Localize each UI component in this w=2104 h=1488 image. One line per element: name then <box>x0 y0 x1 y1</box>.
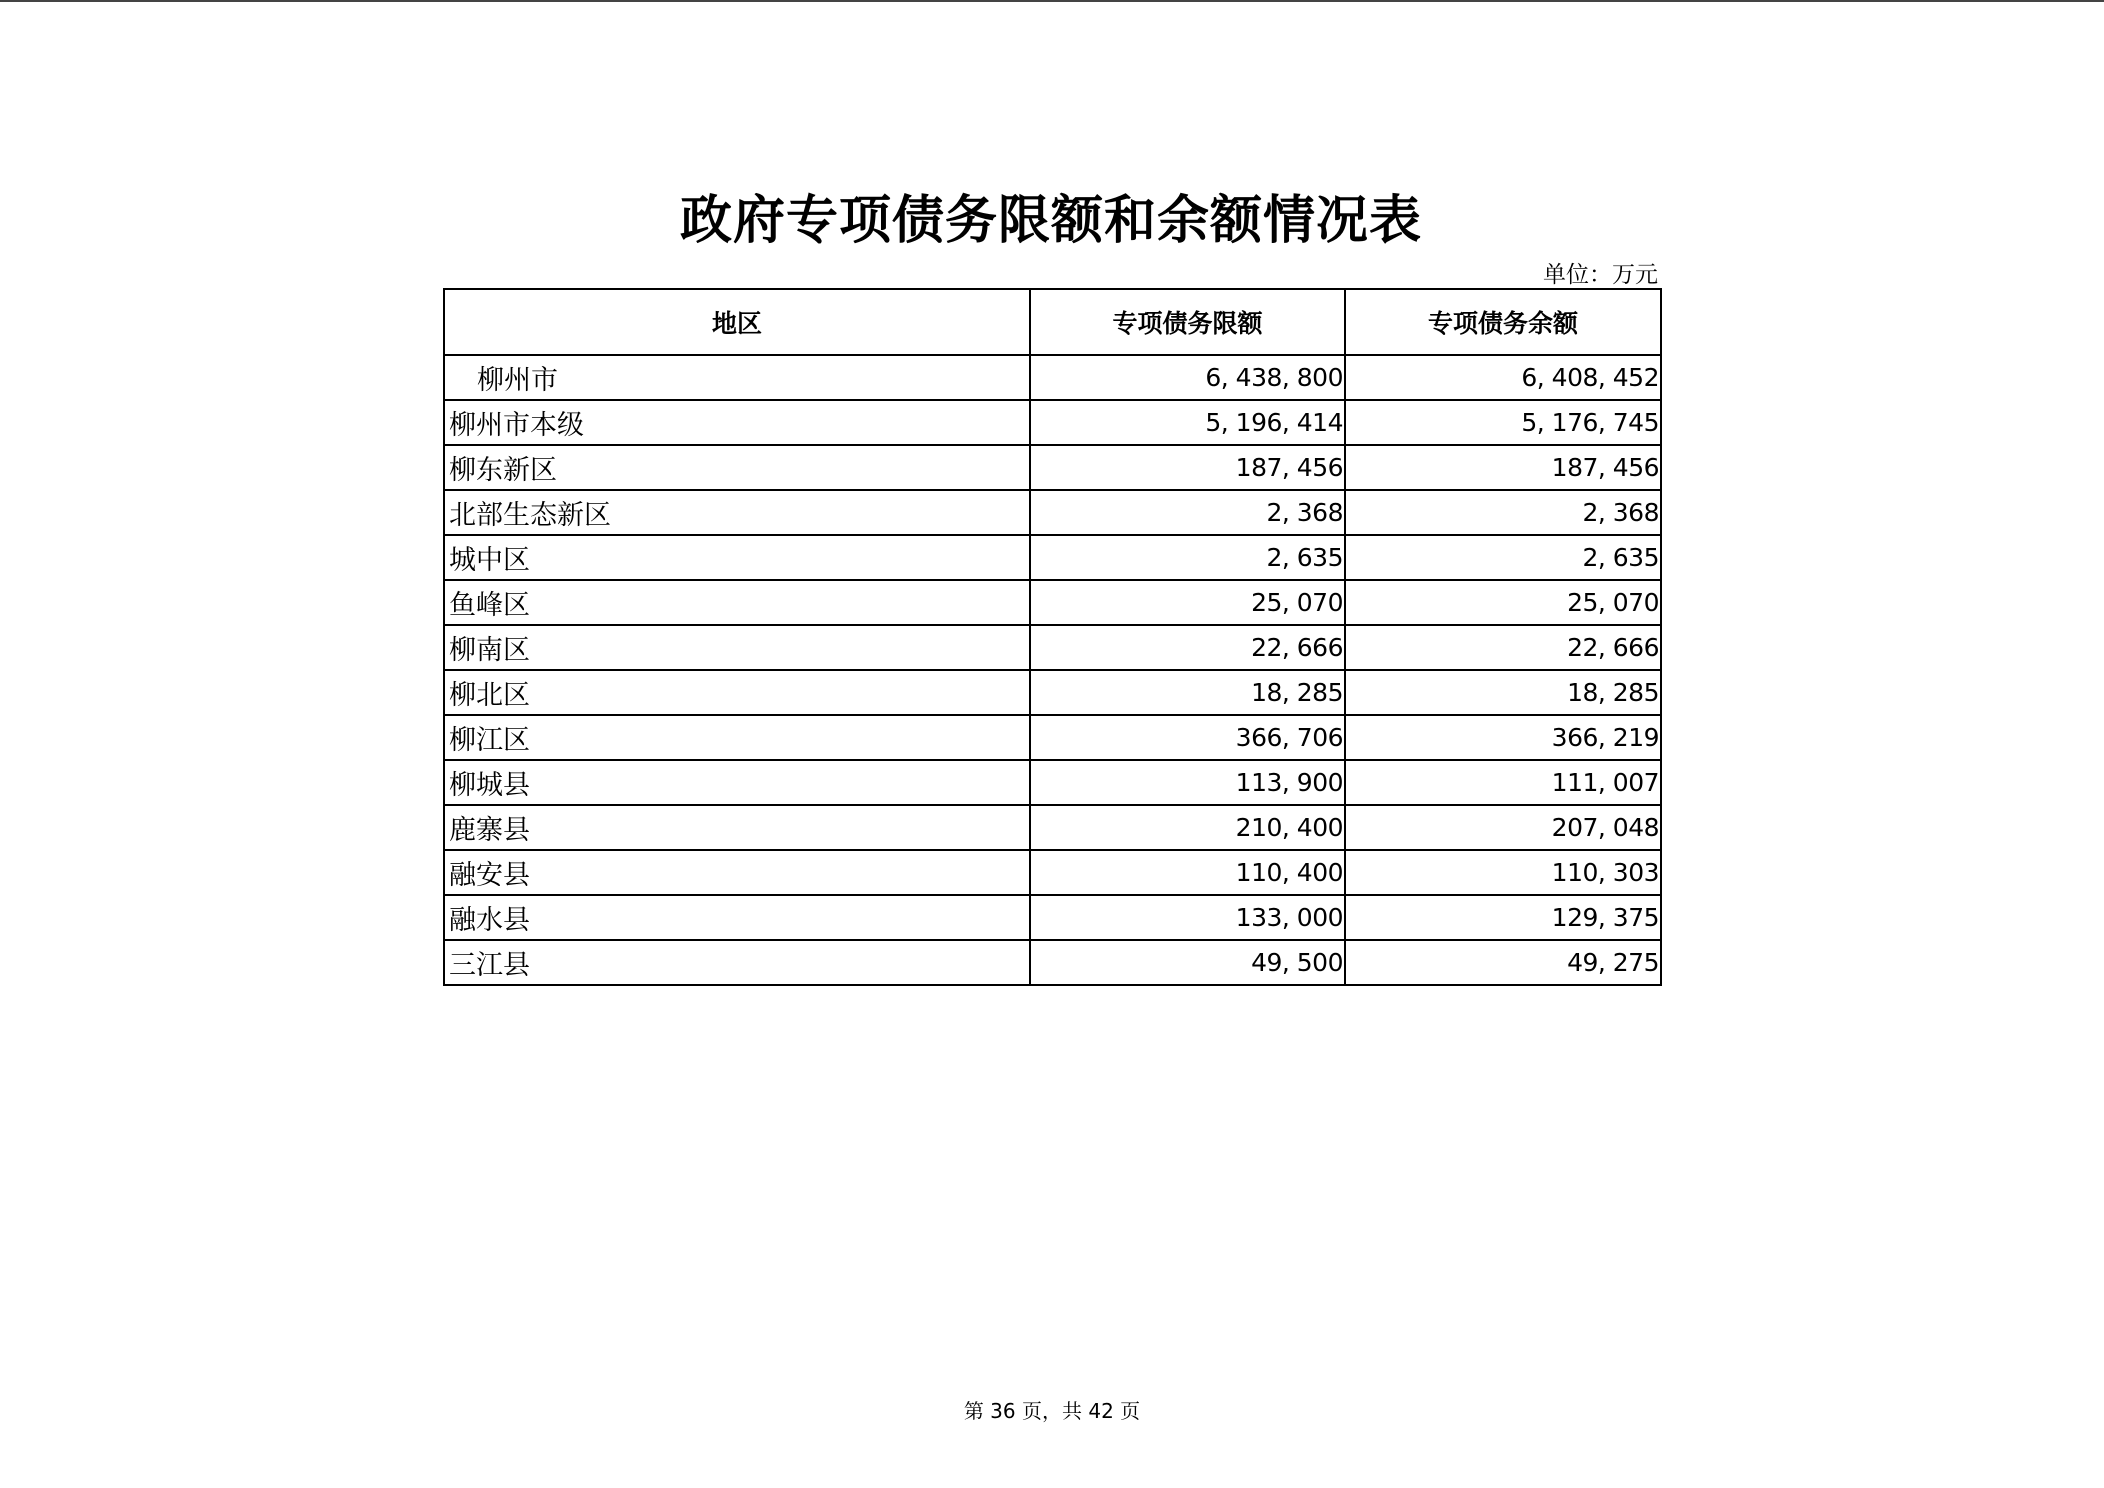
region-cell: 城中区 <box>444 535 1030 580</box>
balance-cell: 49, 275 <box>1345 940 1661 985</box>
header-limit: 专项债务限额 <box>1030 289 1345 355</box>
header-balance: 专项债务余额 <box>1345 289 1661 355</box>
balance-cell: 5, 176, 745 <box>1345 400 1661 445</box>
limit-cell: 5, 196, 414 <box>1030 400 1345 445</box>
limit-cell: 49, 500 <box>1030 940 1345 985</box>
table-row <box>444 850 1661 895</box>
limit-cell: 110, 400 <box>1030 850 1345 895</box>
table-row <box>444 670 1661 715</box>
limit-cell: 18, 285 <box>1030 670 1345 715</box>
table-row <box>444 580 1661 625</box>
balance-cell: 2, 635 <box>1345 535 1661 580</box>
header-region: 地区 <box>444 289 1030 355</box>
limit-cell: 366, 706 <box>1030 715 1345 760</box>
balance-cell: 366, 219 <box>1345 715 1661 760</box>
debt-table <box>443 288 1662 986</box>
region-cell: 融水县 <box>444 895 1030 940</box>
region-cell: 鱼峰区 <box>444 580 1030 625</box>
table-header <box>444 289 1661 355</box>
table-row <box>444 715 1661 760</box>
region-cell: 柳城县 <box>444 760 1030 805</box>
limit-cell: 2, 635 <box>1030 535 1345 580</box>
table-row <box>444 445 1661 490</box>
limit-cell: 210, 400 <box>1030 805 1345 850</box>
table-row <box>444 355 1661 400</box>
limit-cell: 6, 438, 800 <box>1030 355 1345 400</box>
region-cell: 柳州市本级 <box>444 400 1030 445</box>
region-cell: 三江县 <box>444 940 1030 985</box>
limit-cell: 25, 070 <box>1030 580 1345 625</box>
region-cell: 融安县 <box>444 850 1030 895</box>
region-cell: 鹿寨县 <box>444 805 1030 850</box>
table-row <box>444 760 1661 805</box>
page-number-footer: 第 36 页，共 42 页 <box>963 1399 1141 1423</box>
region-cell: 柳江区 <box>444 715 1030 760</box>
balance-cell: 129, 375 <box>1345 895 1661 940</box>
region-cell: 北部生态新区 <box>444 490 1030 535</box>
region-cell: 柳南区 <box>444 625 1030 670</box>
limit-cell: 22, 666 <box>1030 625 1345 670</box>
limit-cell: 133, 000 <box>1030 895 1345 940</box>
table-row <box>444 895 1661 940</box>
limit-cell: 2, 368 <box>1030 490 1345 535</box>
balance-cell: 2, 368 <box>1345 490 1661 535</box>
table-row <box>444 490 1661 535</box>
table-row <box>444 805 1661 850</box>
unit-label: 单位：万元 <box>1543 262 1658 288</box>
balance-cell: 111, 007 <box>1345 760 1661 805</box>
region-cell: 柳东新区 <box>444 445 1030 490</box>
balance-cell: 110, 303 <box>1345 850 1661 895</box>
region-cell: 柳北区 <box>444 670 1030 715</box>
header-row <box>444 289 1661 355</box>
top-border-line <box>0 0 2104 2</box>
balance-cell: 187, 456 <box>1345 445 1661 490</box>
table-row <box>444 535 1661 580</box>
table-row <box>444 400 1661 445</box>
balance-cell: 22, 666 <box>1345 625 1661 670</box>
table-row <box>444 940 1661 985</box>
region-cell: 柳州市 <box>444 355 1030 400</box>
limit-cell: 187, 456 <box>1030 445 1345 490</box>
balance-cell: 6, 408, 452 <box>1345 355 1661 400</box>
table-row <box>444 625 1661 670</box>
balance-cell: 207, 048 <box>1345 805 1661 850</box>
balance-cell: 18, 285 <box>1345 670 1661 715</box>
table-body <box>444 355 1661 985</box>
balance-cell: 25, 070 <box>1345 580 1661 625</box>
page-title: 政府专项债务限额和余额情况表 <box>679 191 1422 251</box>
limit-cell: 113, 900 <box>1030 760 1345 805</box>
